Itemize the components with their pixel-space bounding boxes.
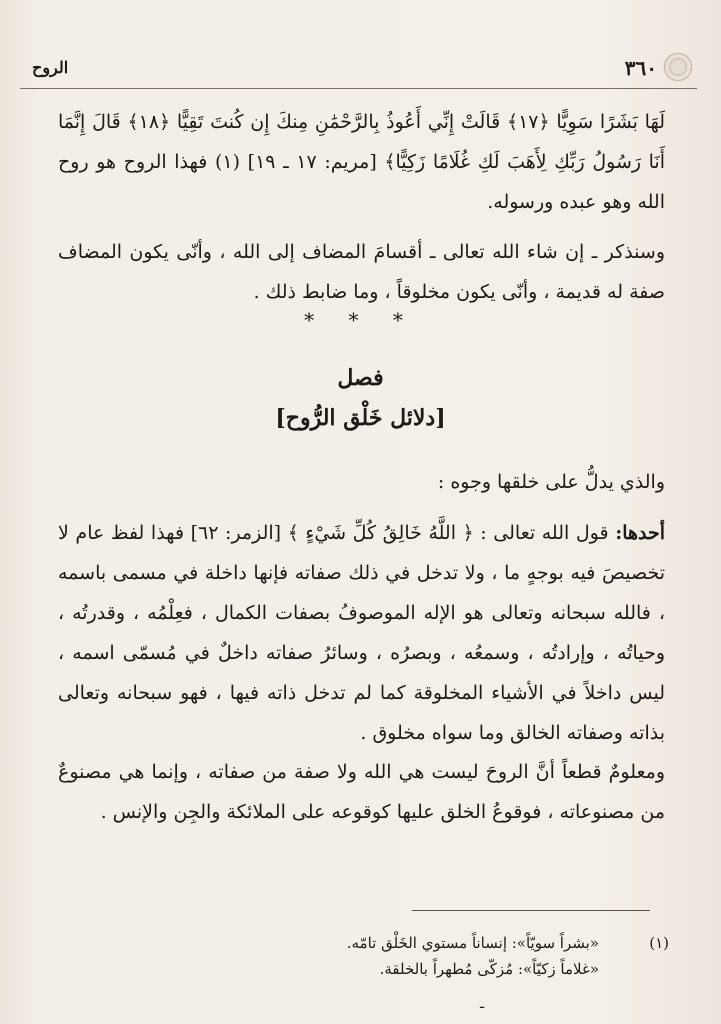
paragraph-quran-quote: لَهَا بَشَرًا سَوِيًّا ﴿١٧﴾ قَالَتْ إِنِّي أَعُوذُ بِالرَّحْمَٰنِ مِنكَ إِن كُنتَ تَقِيًّا ﴿١٨﴾ قَالَ إِنَّمَا أَنَا رَسُولُ رَبِّكِ لِأَهَبَ لَكِ غُلَامًا زَكِيًّا﴾ [مريم: ١٧ ـ ١٩] (١) فهذا الروح هو روح الله وهو عبده ورسوله. bbox=[58, 111, 666, 213]
footnotes bbox=[200, 930, 669, 982]
footnote-rule bbox=[412, 910, 650, 911]
paragraph-conclusion: ومعلومٌ قطعاً أنَّ الروحَ ليست هي الله ولا صفة من صفاته ، وإنما هي مصنوعٌ من مصنوعاته ، فوقوعُ الخلق عليها كوقوعه على الملائكة والجِن والإنس . bbox=[58, 761, 665, 823]
footnote-text-2: «غلاماً زكيّاً»: مُزكّى مُطهراً بالخلقة. bbox=[379, 960, 599, 978]
page-header bbox=[20, 52, 697, 86]
paragraph-intro: والذي يدلُّ على خلقها وجوه : bbox=[437, 471, 665, 493]
section-separator-stars: * * * bbox=[304, 308, 417, 332]
page-number: ٣٦٠ bbox=[624, 56, 657, 80]
first-proof-lead: أحدها: bbox=[615, 522, 666, 544]
section-title: فصل bbox=[337, 365, 384, 391]
page-mark: ـ bbox=[480, 996, 485, 1012]
paragraph-first-proof bbox=[58, 513, 665, 753]
page-ornament-icon bbox=[663, 52, 693, 82]
section-subtitle: [دلائل خَلْق الرُّوح] bbox=[275, 405, 446, 431]
header-rule bbox=[20, 88, 697, 89]
first-proof-text: قول الله تعالى : ﴿ اللَّهُ خَالِقُ كُلِّ شَيْءٍ ﴾ [الزمر: ٦٢] فهذا لفظ عام لا تخصيصَ فيه بوجهٍ ما ، ولا تدخل في ذلك صفاته فإنها داخلة في مسمى باسمه ، فالله سبحانه وتعالى هو الإله الموصوفُ بصفات الكمال ، فعِلْمُه ، وقدرتُه ، وحياتُه ، وإرادتُه ، وسمعُه ، وبصرُه ، وسائرُ صفاته داخلٌ في مُسمّى اسمه ، ليس داخلاً في الأشياء المخلوقة كما لم تدخل ذاته فيها ، فهو سبحانه وتعالى بذاته وصفاته الخالق وما سواه مخلوق . bbox=[58, 522, 665, 744]
running-title: الروح bbox=[32, 58, 69, 77]
paragraph-announcement: وسنذكر ـ إن شاء الله تعالى ـ أقسامَ المضاف إلى الله ، وأنّى يكون المضاف صفة له قديمة ، وأنّى يكون مخلوقاً ، وما ضابط ذلك . bbox=[58, 241, 665, 303]
footnote-number: (١) bbox=[649, 934, 669, 952]
footnote-line bbox=[200, 956, 669, 982]
footnote-line bbox=[200, 930, 669, 956]
footnote-text-1: «بشراً سويّاً»: إنساناً مستوي الخَلْق تامّه. bbox=[346, 934, 599, 952]
